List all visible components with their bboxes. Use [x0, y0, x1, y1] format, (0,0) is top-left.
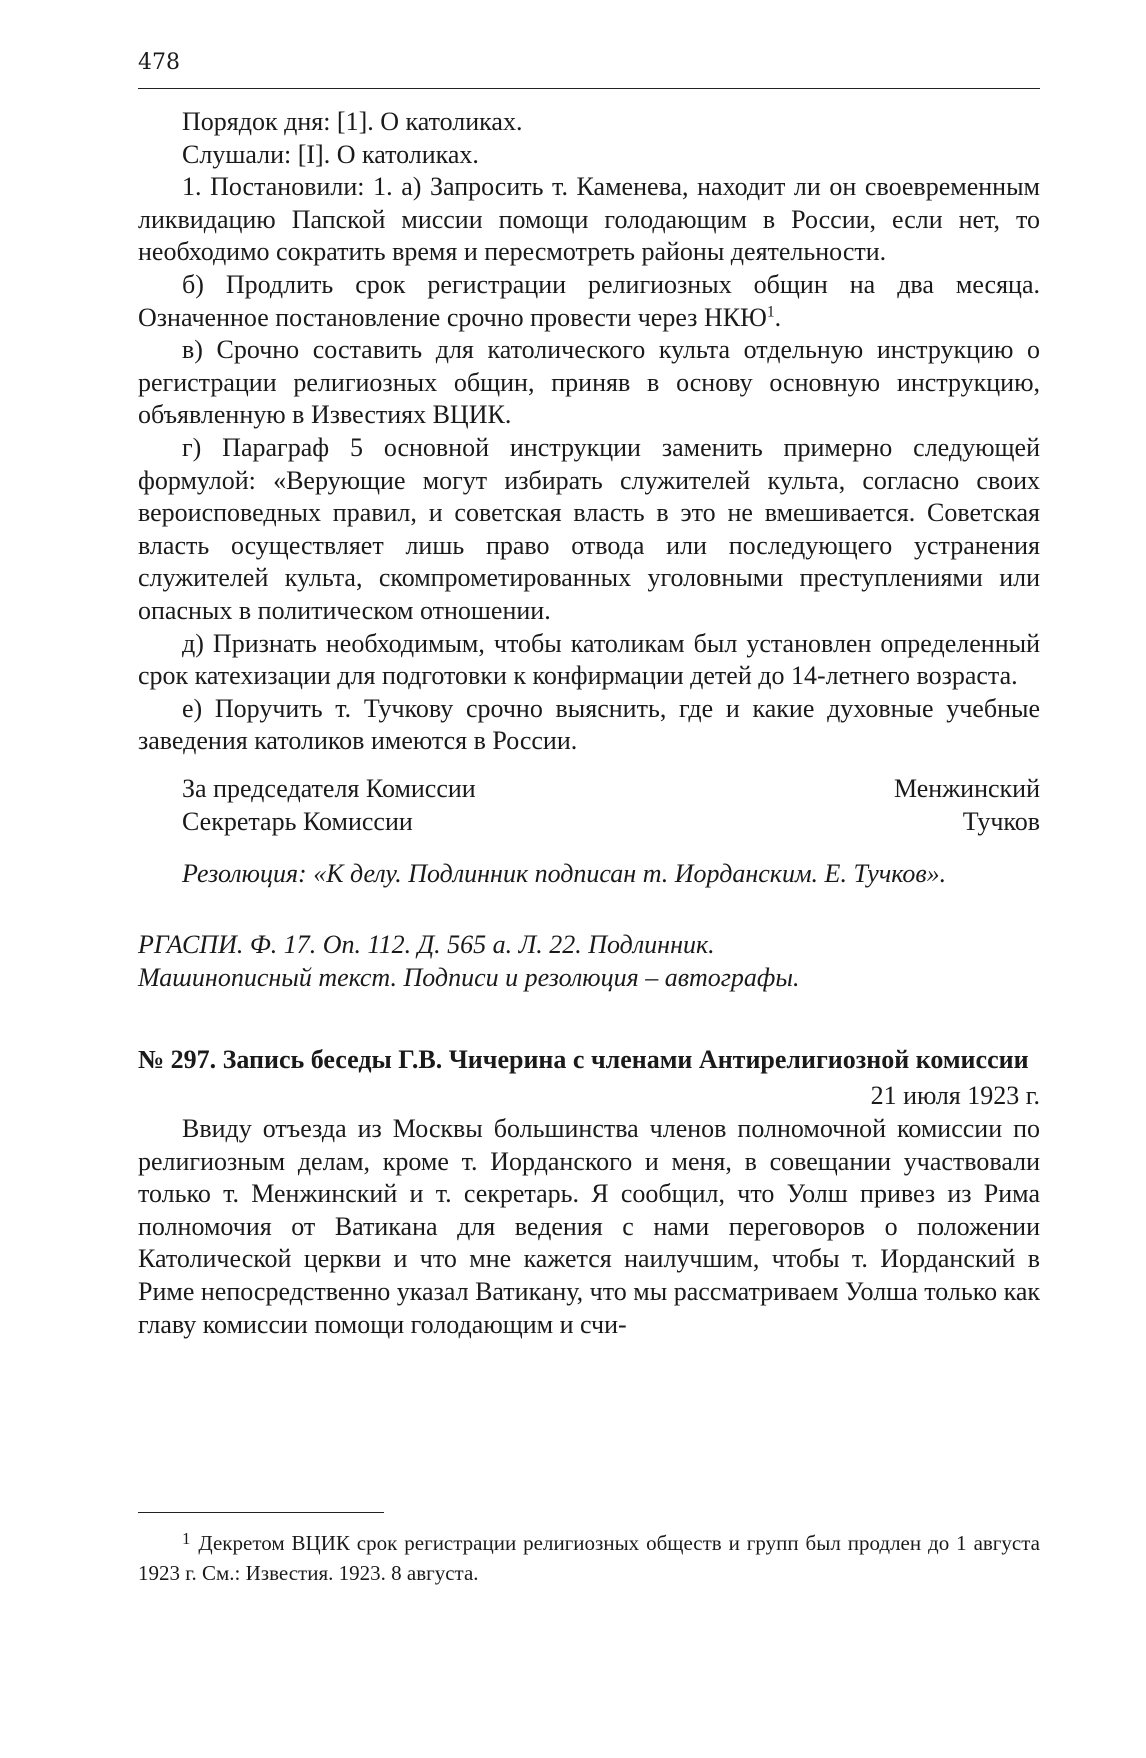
document-date: 21 июля 1923 г. [870, 1081, 1040, 1111]
signature-block [138, 772, 1040, 838]
archive-reference: РГАСПИ. Ф. 17. Оп. 112. Д. 565 а. Л. 22. Подлинник. [138, 930, 715, 960]
header-rule [138, 88, 1040, 89]
footnote [138, 1524, 1040, 1588]
decision-text: б) Продлить срок регистрации религиозных общин на два месяца. Означенное постановление срочно провести через НКЮ [138, 269, 1040, 332]
decision-paragraph: в) Срочно составить для католического культа отдельную инструкцию о регистрации религиозных общин, приняв в основу основную инструкцию, объявленную в Известиях ВЦИК. [138, 335, 1040, 430]
agenda-paragraph: Порядок дня: [1]. О католиках. [182, 107, 523, 136]
footnote-text: Декретом ВЦИК срок регистрации религиозных обществ и групп был продлен до 1 августа 1923 г. См.: Известия. 1923. 8 августа. [138, 1530, 1040, 1585]
decision-paragraph: 1. Постановили: 1. а) Запросить т. Каменева, находит ли он своевременным ликвидацию Папской миссии помощи голодающим в России, если нет, то необходимо сократить время и пересмотреть районы деятельности. [138, 172, 1040, 267]
signature-role: Секретарь Комиссии [182, 806, 413, 836]
heard-paragraph: Слушали: [I]. О католиках. [182, 139, 479, 169]
signature-row [138, 772, 1040, 805]
signature-name: Тучков [962, 806, 1040, 836]
archive-source [138, 928, 1040, 994]
document-body: Ввиду отъезда из Москвы большинства членов полномочной комиссии по религиозным делам, кроме т. Иорданского и меня, в совещании участвовали только т. Менжинский и т. секретарь. Я сообщил, что Уолш привез из Рима полномочия от Ватикана для ведения с нами переговоров о положении Католической церкви и что мне кажется наилучшим, чтобы т. Иорданский в Риме непосредственно указал Ватикану, что мы рассматриваем Уолша только как главу комиссии помощи голодающим и счи- [138, 1114, 1040, 1339]
decision-paragraph [138, 269, 1040, 334]
resolution-note: Резолюция: «К делу. Подлинник подписан т. Иорданским. Е. Тучков». [182, 858, 947, 888]
decision-paragraph: е) Поручить т. Тучкову срочно выяснить, где и какие духовные учебные заведения католиков имеются в России. [138, 693, 1040, 756]
decision-paragraph: г) Параграф 5 основной инструкции заменить примерно следующей формулой: «Верующие могут избирать служителей культа, согласно своих вероисповедных правил, и советская власть в это не вмешивается. Советская власть осуществляет лишь право отвода или последующего устранения служителей культа, скомпрометированных уголовными преступлениями или опасных в политическом отношении. [138, 432, 1040, 625]
decision-text-tail: . [774, 302, 782, 332]
page-content [138, 106, 1040, 1341]
footnote-rule [138, 1512, 384, 1513]
signature-name: Менжинский [893, 773, 1040, 803]
decision-paragraph: д) Признать необходимым, чтобы католикам был установлен определенный срок катехизации для подготовки к конфирмации детей до 14-летнего возраста. [138, 628, 1040, 691]
footnote-reference[interactable]: 1 [766, 302, 775, 320]
footnote-number: 1 [182, 1529, 191, 1548]
signature-row [138, 805, 1040, 838]
page-number: 478 [138, 50, 180, 75]
archive-description: Машинописный текст. Подписи и резолюция – автографы. [138, 963, 800, 993]
signature-role: За председателя Комиссии [182, 773, 476, 803]
document-heading: № 297. Запись беседы Г.В. Чичерина с членами Антирелигиозной комиссии [138, 1045, 1029, 1075]
